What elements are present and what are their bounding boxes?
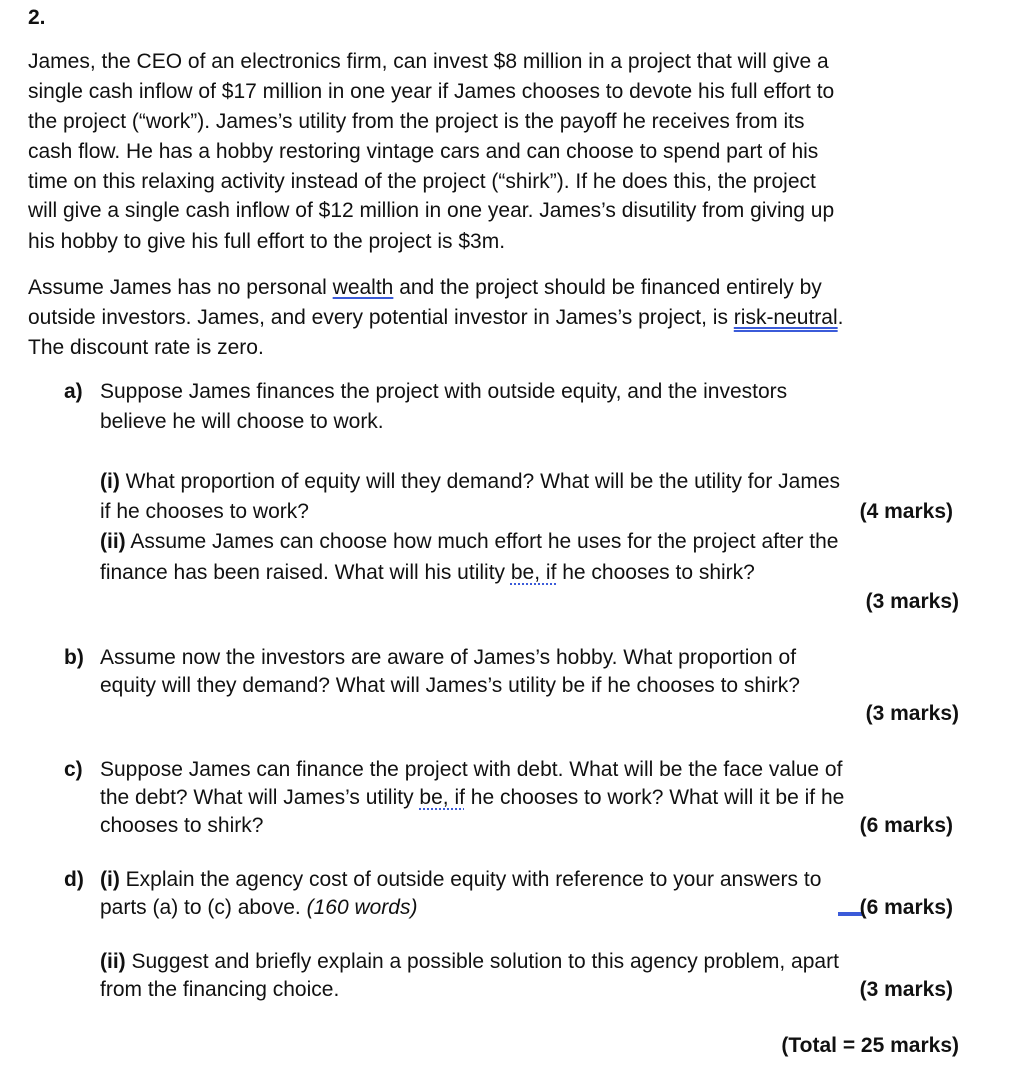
- assumption-line-1: [28, 276, 822, 300]
- text-span: he chooses to work? What will it be if he: [464, 786, 845, 809]
- word-limit: (160 words): [306, 896, 418, 919]
- intro-line: cash flow. He has a hobby restoring vintage cars and can choose to spend part of his: [28, 140, 819, 163]
- part-b-label: b): [64, 646, 84, 669]
- intro-line: time on this relaxing activity instead of the project (“shirk”). If he does this, the project: [28, 170, 816, 193]
- question-number: 2.: [28, 6, 46, 29]
- intro-line: his hobby to give his full effort to the project is $3m.: [28, 230, 506, 253]
- part-a-ii-label: (ii): [100, 530, 126, 553]
- intro-line: James, the CEO of an electronics firm, can invest $8 million in a project that will give a: [28, 50, 829, 73]
- part-d-label: d): [64, 868, 84, 891]
- text-span: Explain the agency cost of outside equity with reference to your answers to: [125, 868, 822, 891]
- text-span: Assume James can choose how much effort he uses for the project after the: [130, 530, 839, 553]
- part-d-ii-label: (ii): [100, 950, 126, 973]
- marks-text: (6 marks): [859, 896, 953, 919]
- part-d-ii-marks: (3 marks): [859, 978, 953, 1001]
- part-c-line-2: [100, 786, 844, 810]
- spellcheck-word-risk-neutral[interactable]: risk-neutral: [733, 306, 838, 329]
- part-d-i-label: (i): [100, 868, 120, 891]
- part-a-i-label: (i): [100, 470, 120, 493]
- part-d-ii-line-2: from the financing choice.: [100, 978, 340, 1001]
- text-span: Assume James has no personal: [28, 276, 333, 299]
- part-d-i-line-1: [100, 868, 821, 892]
- part-a-i-line-1: [100, 470, 840, 494]
- text-span: Suggest and briefly explain a possible solution to this agency problem, apart: [131, 950, 839, 973]
- grammar-flag[interactable]: be, if: [419, 786, 465, 809]
- part-a-line: Suppose James finances the project with outside equity, and the investors: [100, 380, 788, 403]
- part-a-line: believe he will choose to work.: [100, 410, 384, 433]
- part-a-label: a): [64, 380, 83, 403]
- part-c-marks: (6 marks): [859, 814, 953, 837]
- intro-line: single cash inflow of $17 million in one year if James chooses to devote his full effort to: [28, 80, 835, 103]
- part-c-label: c): [64, 758, 83, 781]
- intro-line: will give a single cash inflow of $12 million in one year. James’s disutility from giving up: [28, 199, 835, 222]
- grammar-flag[interactable]: be, if: [510, 561, 557, 584]
- spellcheck-word-wealth[interactable]: wealth: [332, 276, 394, 299]
- part-a-ii-line-1: [100, 530, 839, 554]
- text-span: outside investors. James, and every potential investor in James’s project, is: [28, 306, 734, 329]
- part-d-i-line-2: [100, 896, 417, 920]
- text-span: the debt? What will James’s utility: [100, 786, 420, 809]
- text-span: parts (a) to (c) above.: [100, 896, 301, 919]
- part-a-i-line-2: if he chooses to work?: [100, 500, 309, 523]
- text-span: What proportion of equity will they demand? What will be the utility for James: [125, 470, 840, 493]
- comment-anchor-icon[interactable]: [838, 912, 862, 916]
- part-c-line-3: chooses to shirk?: [100, 814, 264, 837]
- total-marks: (Total = 25 marks): [781, 1034, 959, 1057]
- part-a-ii-line-2: [100, 561, 755, 585]
- part-d-ii-line-1: [100, 950, 839, 974]
- text-span: finance has been raised. What will his utility: [100, 561, 511, 584]
- part-a-ii-marks: (3 marks): [865, 590, 959, 613]
- part-b-line: Assume now the investors are aware of James’s hobby. What proportion of: [100, 646, 797, 669]
- intro-line: the project (“work”). James’s utility from the project is the payoff he receives from its: [28, 110, 805, 133]
- text-span: .: [837, 306, 844, 329]
- assumption-line-3: The discount rate is zero.: [28, 336, 264, 359]
- text-span: he chooses to shirk?: [556, 561, 755, 584]
- part-c-line-1: Suppose James can finance the project with debt. What will be the face value of: [100, 758, 843, 781]
- part-d-i-marks: [700, 896, 953, 920]
- part-a-i-marks: (4 marks): [859, 500, 953, 523]
- assumption-line-2: [28, 306, 844, 330]
- part-b-marks: (3 marks): [865, 702, 959, 725]
- text-span: and the project should be financed entirely by: [393, 276, 822, 299]
- part-b-line: equity will they demand? What will James’s utility be if he chooses to shirk?: [100, 674, 800, 697]
